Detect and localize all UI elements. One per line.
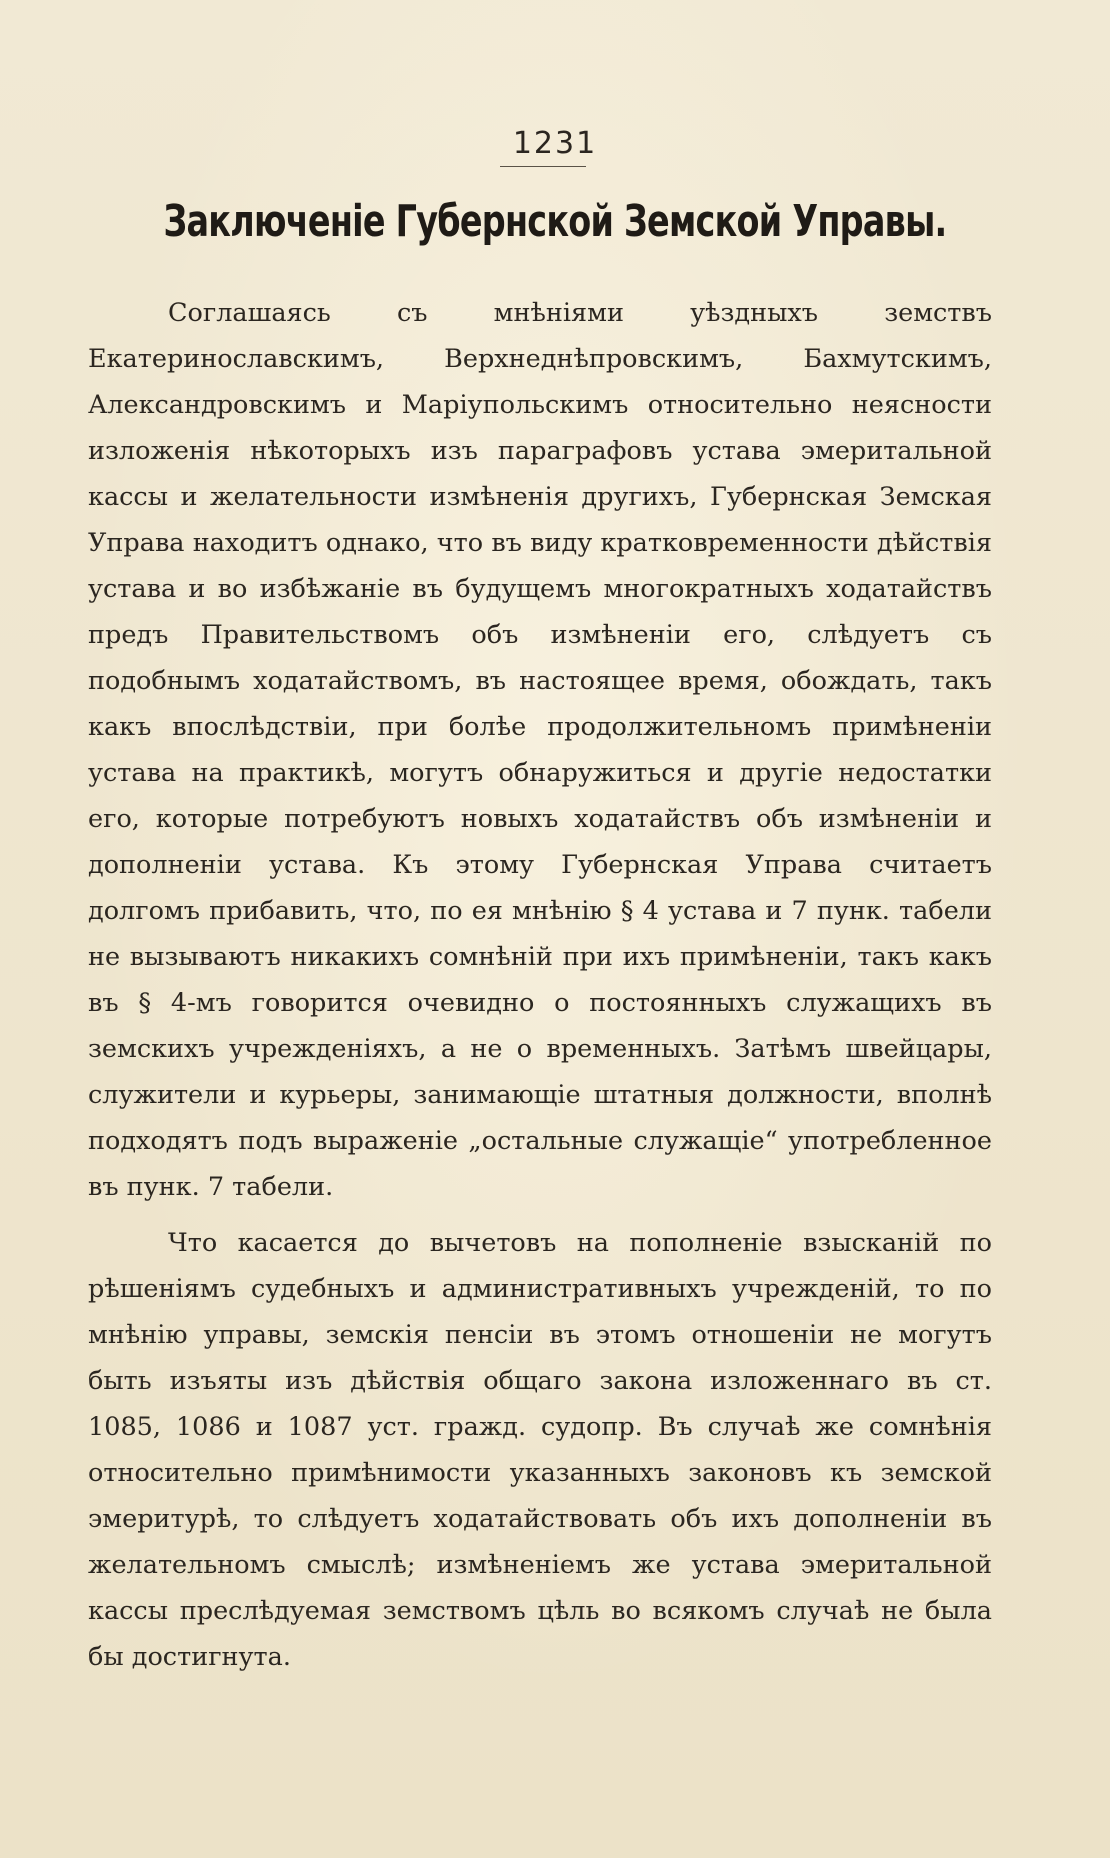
- page-number-underline: [500, 166, 586, 167]
- paragraph-2: Что касается до вычетовъ на пополненіе взысканій по рѣшеніямъ судебныхъ и административныхъ учрежденій, то по мнѣнію управы, земскія пенсіи въ этомъ отношеніи не могутъ быть изъяты изъ дѣйствія общаго закона изложеннаго въ ст. 1085, 1086 и 1087 уст. гражд. судопр. Въ случаѣ же сомнѣнія относительно примѣнимости указанныхъ законовъ къ земской эмеритурѣ, то слѣдуетъ ходатайствовать объ ихъ дополненіи въ желательномъ смыслѣ; измѣненіемъ же устава эмеритальной кассы преслѣдуемая земствомъ цѣль во всякомъ случаѣ не была бы достигнута.: [88, 1228, 992, 1672]
- section-title: Заключеніе Губернской Земской Управы.: [163, 196, 947, 247]
- paragraph-1: Соглашаясь съ мнѣніями уѣздныхъ земствъ Екатеринославскимъ, Верхнеднѣпровскимъ, Бахмутскимъ, Александровскимъ и Маріупольскимъ относительно неясности изложенія нѣкоторыхъ изъ параграфовъ устава эмеритальной кассы и желательности измѣненія другихъ, Губернская Земская Управа находитъ однако, что въ виду кратковременности дѣйствія устава и во избѣжаніе въ будущемъ многократныхъ ходатайствъ предъ Правительствомъ объ измѣненіи его, слѣдуетъ съ подобнымъ ходатайствомъ, въ настоящее время, обождать, такъ какъ впослѣдствіи, при болѣе продолжительномъ примѣненіи устава на практикѣ, могутъ обнаружиться и другіе недостатки его, которые потребуютъ новыхъ ходатайствъ объ измѣненіи и дополненіи устава. Къ этому Губернская Управа считаетъ долгомъ прибавить, что, по ея мнѣнію § 4 устава и 7 пунк. табели не вызываютъ никакихъ сомнѣній при ихъ примѣненіи, такъ какъ въ § 4-мъ говорится очевидно о постоянныхъ служащихъ въ земскихъ учрежденіяхъ, а не о временныхъ. Затѣмъ швейцары, служители и курьеры, занимающіе штатныя должности, вполнѣ подходятъ подъ выраженіе „остальные служащіе“ употребленное въ пунк. 7 табели.: [88, 298, 992, 1202]
- body-text: [88, 290, 992, 1690]
- page-number: 1231: [512, 126, 598, 161]
